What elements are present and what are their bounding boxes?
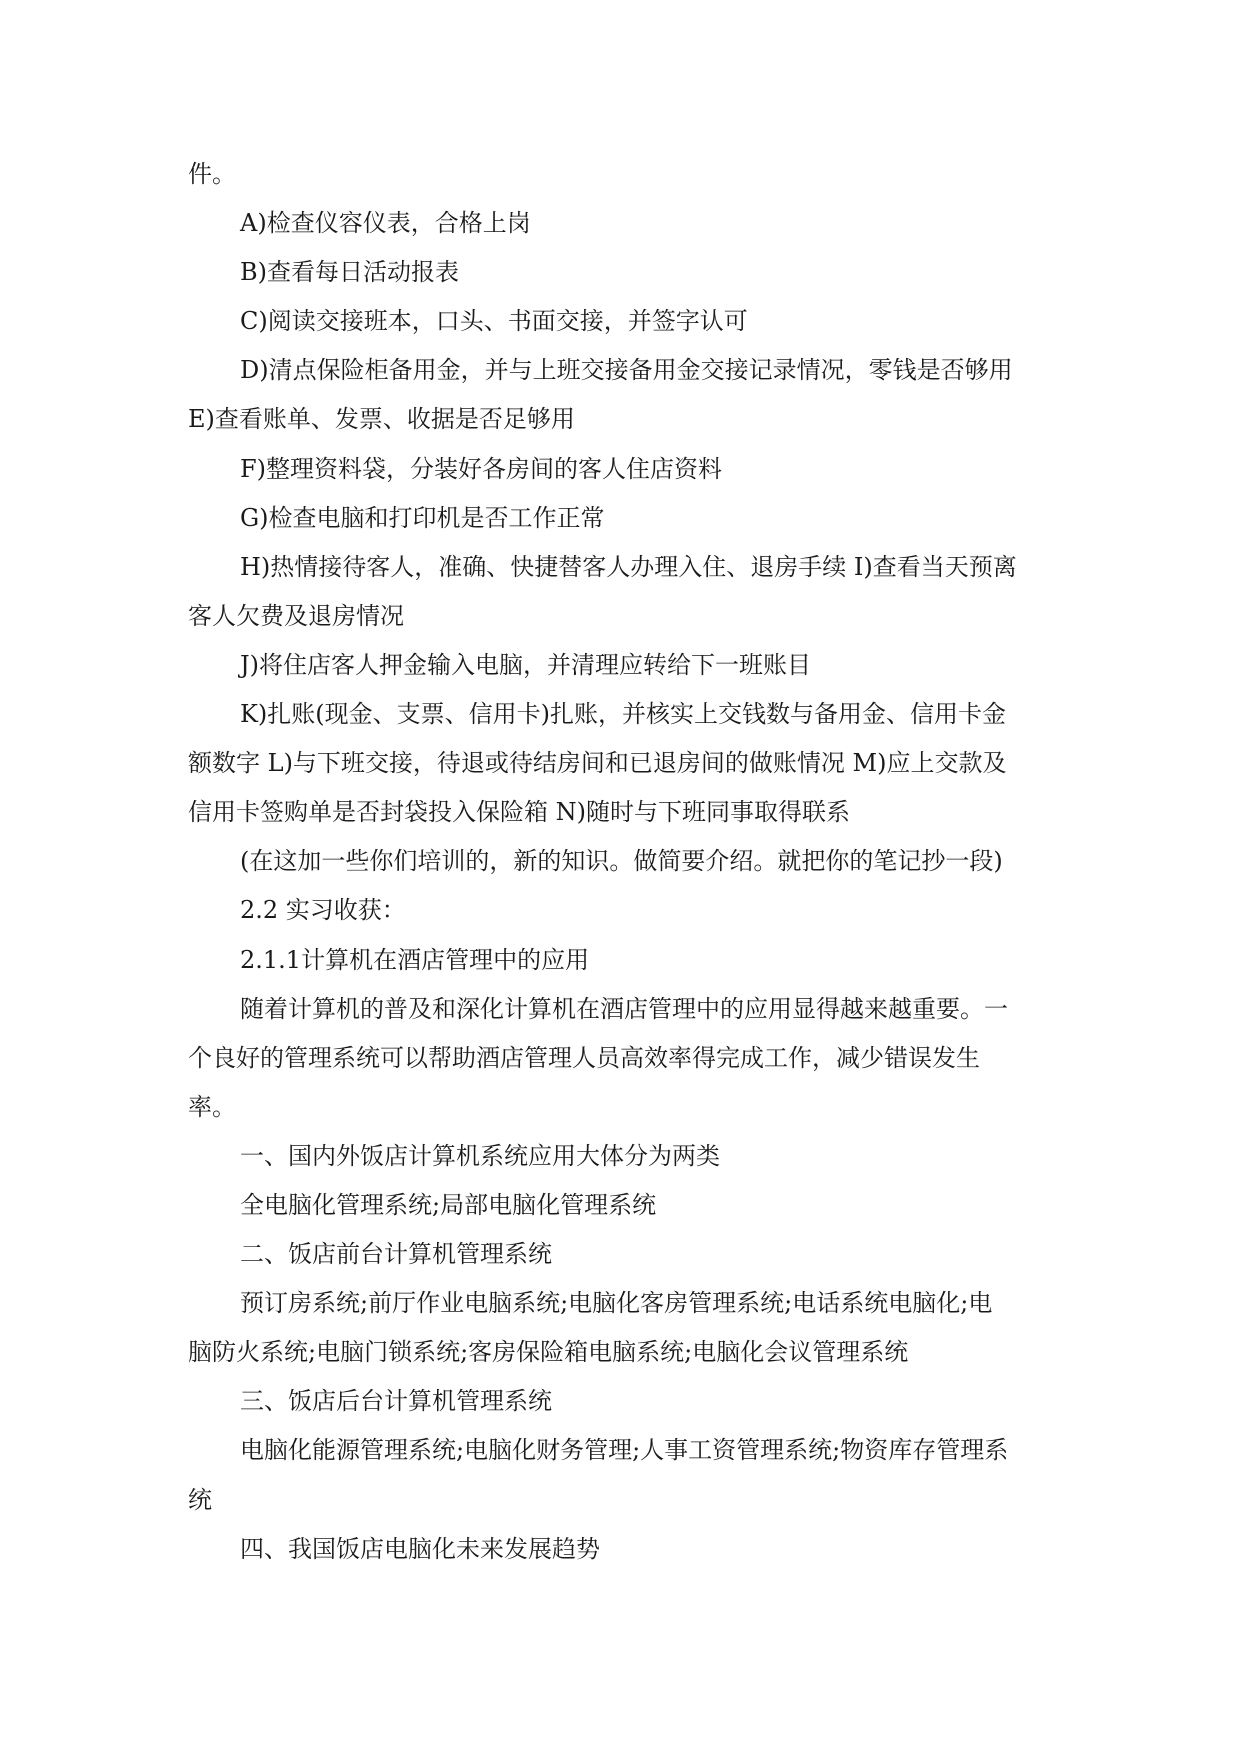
text-line: G)检查电脑和打印机是否工作正常 — [240, 503, 605, 532]
text-line: 二、饭店前台计算机管理系统 — [240, 1240, 552, 1269]
text-line: 统 — [188, 1485, 212, 1514]
text-line: 率。 — [188, 1092, 236, 1121]
text-line: K)扎账(现金、支票、信用卡)扎账，并核实上交钱数与备用金、信用卡金 — [240, 700, 1007, 729]
text-line: 件。 — [188, 160, 236, 188]
text-line: 2.1.1计算机在酒店管理中的应用 — [240, 945, 590, 974]
text-line: 额数字 L)与下班交接，待退或待结房间和已退房间的做账情况 M)应上交款及 — [188, 749, 1007, 778]
text-line: 预订房系统;前厅作业电脑系统;电脑化客房管理系统;电话系统电脑化;电 — [240, 1289, 993, 1318]
text-line: 三、饭店后台计算机管理系统 — [240, 1387, 552, 1416]
text-line: 客人欠费及退房情况 — [188, 601, 404, 630]
text-line: 个良好的管理系统可以帮助酒店管理人员高效率得完成工作，减少错误发生 — [188, 1043, 980, 1072]
text-line: H)热情接待客人，准确、快捷替客人办理入住、退房手续 I)查看当天预离 — [240, 552, 1017, 581]
text-line: 随着计算机的普及和深化计算机在酒店管理中的应用显得越来越重要。一 — [240, 994, 1008, 1023]
text-line: F)整理资料袋，分装好各房间的客人住店资料 — [240, 454, 723, 483]
text-line: C)阅读交接班本，口头、书面交接，并签字认可 — [240, 307, 748, 336]
text-line: 一、国内外饭店计算机系统应用大体分为两类 — [240, 1141, 720, 1170]
text-line: 脑防火系统;电脑门锁系统;客房保险箱电脑系统;电脑化会议管理系统 — [188, 1338, 909, 1367]
text-line: E)查看账单、发票、收据是否足够用 — [188, 405, 575, 434]
text-line: 电脑化能源管理系统;电脑化财务管理;人事工资管理系统;物资库存管理系 — [240, 1436, 1009, 1465]
text-line: 2.2 实习收获： — [240, 896, 406, 925]
text-line: 全电脑化管理系统;局部电脑化管理系统 — [240, 1190, 657, 1219]
text-line: J)将住店客人押金输入电脑，并清理应转给下一班账目 — [240, 650, 811, 679]
text-line: D)清点保险柜备用金，并与上班交接备用金交接记录情况，零钱是否够用 — [240, 356, 1013, 385]
text-line: 四、我国饭店电脑化未来发展趋势 — [240, 1534, 600, 1563]
text-line: (在这加一些你们培训的，新的知识。做简要介绍。就把你的笔记抄一段) — [240, 847, 1003, 876]
text-line: B)查看每日活动报表 — [240, 258, 459, 287]
text-line: A)检查仪容仪表，合格上岗 — [240, 209, 531, 238]
document-body — [188, 150, 1058, 1574]
text-line: 信用卡签购单是否封袋投入保险箱 N)随时与下班同事取得联系 — [188, 798, 850, 827]
